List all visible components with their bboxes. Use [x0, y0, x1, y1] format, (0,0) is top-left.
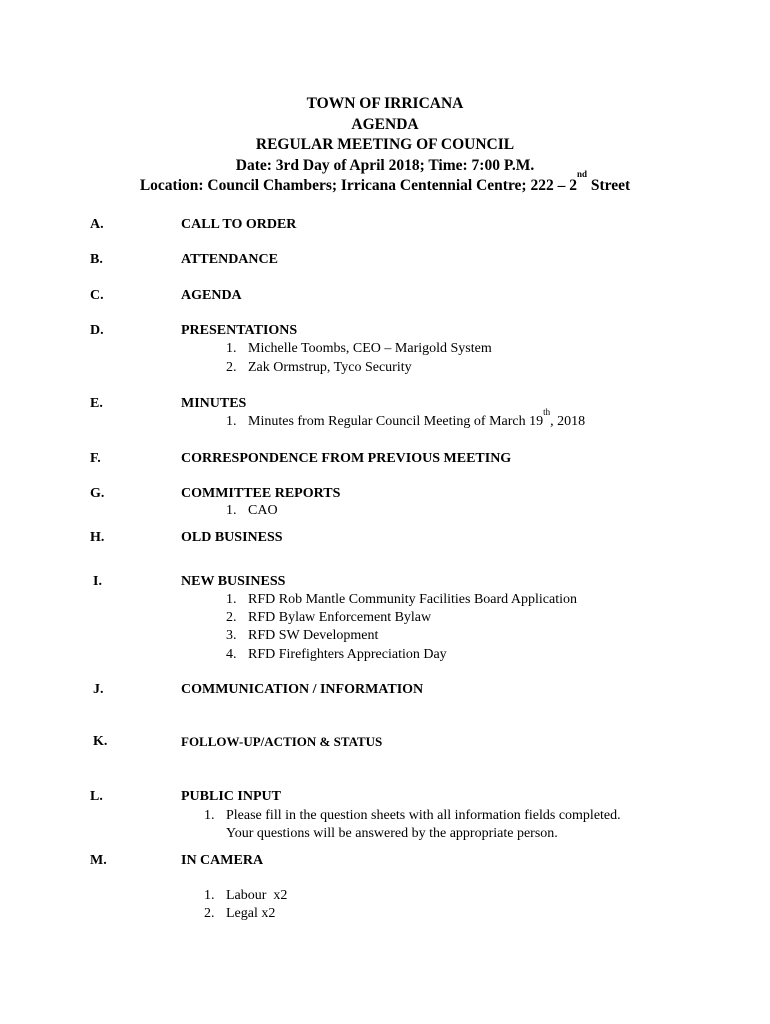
section-title-committee-reports: COMMITTEE REPORTS: [181, 486, 341, 501]
meeting-type: REGULAR MEETING OF COUNCIL: [255, 136, 515, 154]
section-title-new-business: NEW BUSINESS: [181, 574, 286, 589]
meeting-date-time: Date: 3rd Day of April 2018; Time: 7:00 P.M.: [235, 156, 535, 174]
list-item: 3. RFD SW Development: [226, 628, 379, 643]
section-letter-k: K.: [93, 734, 108, 749]
section-letter-e: E.: [90, 396, 103, 411]
list-item: 1. Labour x2: [204, 888, 288, 903]
meeting-location: Location: Council Chambers; Irricana Centennial Centre; 222 – 2nd Street: [139, 169, 631, 195]
section-letter-a: A.: [90, 217, 104, 232]
list-item: 2. Zak Ormstrup, Tyco Security: [226, 360, 412, 375]
list-item: 2. RFD Bylaw Enforcement Bylaw: [226, 610, 432, 625]
document-type: AGENDA: [351, 115, 419, 133]
section-title-in-camera: IN CAMERA: [181, 853, 264, 868]
section-letter-g: G.: [90, 486, 105, 501]
list-item: 4. RFD Firefighters Appreciation Day: [226, 647, 447, 662]
section-letter-c: C.: [90, 288, 104, 303]
section-letter-l: L.: [90, 789, 103, 804]
section-letter-d: D.: [90, 323, 104, 338]
section-letter-j: J.: [93, 682, 104, 697]
list-item: 1. Please fill in the question sheets with all information fields completed.: [204, 808, 621, 823]
section-title-call-to-order: CALL TO ORDER: [181, 217, 297, 232]
section-letter-h: H.: [90, 530, 105, 545]
list-item: 1. Minutes from Regular Council Meeting of March 19th, 2018: [226, 407, 586, 429]
section-title-presentations: PRESENTATIONS: [181, 323, 298, 338]
agenda-header: [0, 94, 770, 197]
section-title-communication: COMMUNICATION / INFORMATION: [181, 682, 424, 697]
section-letter-m: M.: [90, 853, 107, 868]
list-item: 1. CAO: [226, 503, 278, 518]
town-name: TOWN OF IRRICANA: [306, 95, 464, 112]
section-letter-f: F.: [90, 451, 101, 466]
section-title-attendance: ATTENDANCE: [181, 252, 278, 267]
list-item: 1. RFD Rob Mantle Community Facilities Board Application: [226, 592, 577, 607]
section-title-agenda: AGENDA: [181, 288, 242, 303]
section-title-correspondence: CORRESPONDENCE FROM PREVIOUS MEETING: [181, 451, 512, 466]
list-item: 2. Legal x2: [204, 906, 276, 921]
section-title-old-business: OLD BUSINESS: [181, 530, 283, 545]
list-item: 1. Michelle Toombs, CEO – Marigold System: [226, 341, 492, 356]
section-letter-b: B.: [90, 252, 103, 267]
section-letter-i: I.: [93, 574, 102, 589]
section-title-follow-up: FOLLOW-UP/ACTION & STATUS: [181, 734, 383, 749]
section-title-minutes: MINUTES: [181, 396, 247, 411]
section-title-public-input: PUBLIC INPUT: [181, 789, 281, 804]
list-item-continuation: Your questions will be answered by the appropriate person.: [226, 826, 558, 841]
